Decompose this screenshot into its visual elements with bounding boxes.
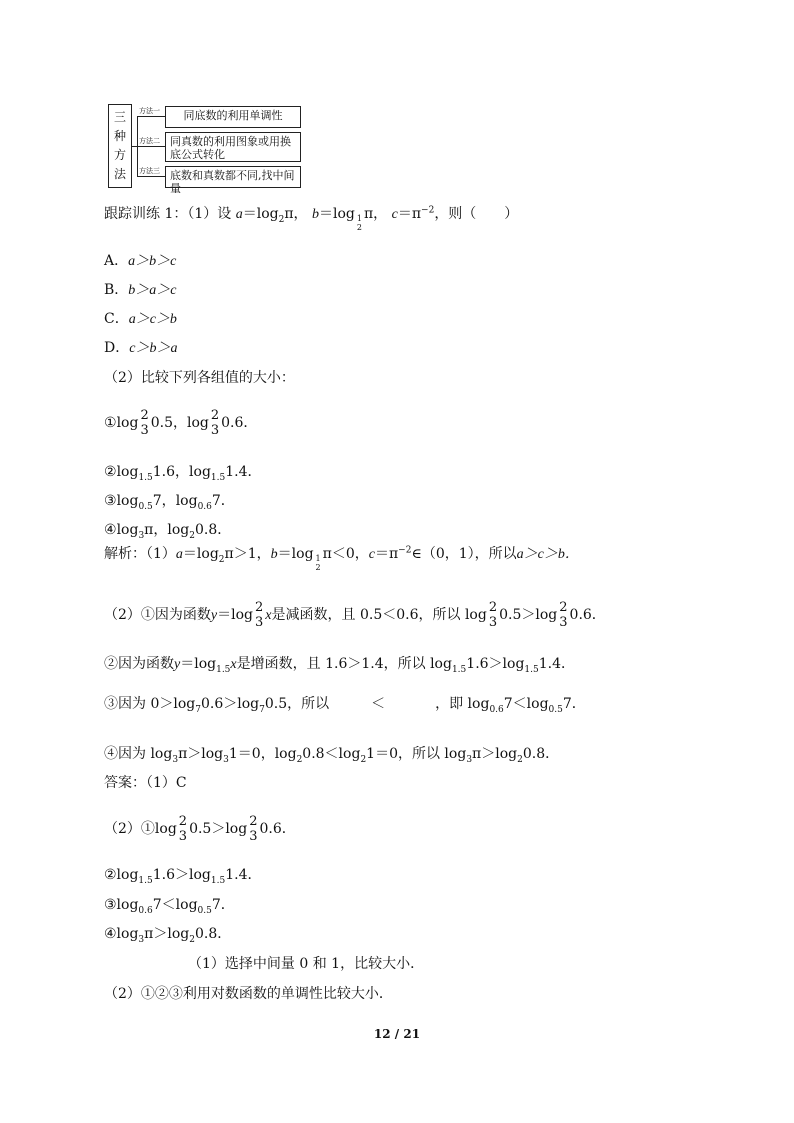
text: 1＝0，log: [228, 746, 297, 762]
fraction-2-3: [140, 408, 148, 438]
base: 2: [517, 754, 523, 765]
value: 1.4．: [225, 464, 262, 480]
text: 0.6．: [569, 607, 606, 623]
side-char: 法: [113, 167, 126, 181]
page-number: 12 / 21: [373, 1027, 421, 1041]
option-text: a＞c＞b: [128, 312, 177, 327]
num: 2: [178, 814, 188, 829]
log: log: [231, 607, 254, 623]
text: ，即 log: [435, 696, 490, 712]
base: 1.5: [451, 664, 467, 675]
item-3: [104, 491, 235, 511]
connector-arrow: [137, 116, 165, 117]
base: 2: [189, 934, 195, 945]
fraction-2-3: [255, 600, 263, 630]
mark: ①: [104, 415, 117, 431]
method-note-2: （2）①②③利用对数函数的单调性比较大小．: [104, 986, 393, 1002]
method-text: 同底数的利用单调性: [183, 109, 283, 122]
den: 3: [255, 615, 264, 630]
answer-line-2: [104, 814, 296, 844]
var-c: c: [368, 547, 375, 562]
text: 0.8＜log: [302, 746, 361, 762]
option-c: [104, 309, 177, 330]
option-text: b＞a＞c: [128, 283, 177, 298]
text: ②因为函数: [104, 656, 174, 672]
method-label: 方法一: [139, 107, 160, 115]
option-text: c＞b＞a: [129, 341, 178, 356]
base: 2: [278, 214, 285, 225]
text: 7＜log: [152, 897, 198, 913]
fraction-2-3: [179, 814, 187, 844]
den: 2: [315, 563, 321, 572]
num: 2: [255, 600, 264, 615]
analysis-line-2: （2）①因为函数y＝log 2 3 x是减函数，且 0.5＜0.6，所以 log 2 3 0.5＞log 2 3 0.6．: [104, 600, 606, 630]
base: 1.5: [138, 875, 153, 886]
comma: ，: [172, 415, 187, 431]
value: 7．: [211, 493, 235, 509]
analysis-line-5: [104, 744, 559, 764]
connector-arrow: [137, 176, 165, 177]
text: ④因为 log: [104, 746, 173, 762]
den: 3: [249, 829, 258, 844]
den: 3: [178, 829, 188, 844]
text: 是增函数，且 1.6＞1.4，所以 log: [236, 656, 452, 672]
method-note-1: （1）选择中间量 0 和 1，比较大小．: [188, 956, 425, 972]
value: π，: [144, 522, 168, 538]
method-label: 方法三: [139, 167, 160, 175]
text: ③因为 0＞log: [104, 696, 196, 712]
den: 3: [488, 615, 498, 630]
num: 1: [356, 214, 362, 223]
text: 0.5，所以: [264, 696, 330, 712]
log: log: [189, 464, 211, 480]
var-b: b: [270, 547, 278, 562]
text: 0.8．: [194, 926, 232, 942]
var-a: a: [175, 547, 183, 562]
option-letter: D．: [104, 340, 130, 356]
text: 1.4．: [538, 656, 576, 672]
answer-line-4: [104, 895, 235, 915]
answer-line-3: [104, 865, 261, 885]
base: 2: [296, 754, 303, 765]
exercise-question: [104, 204, 518, 232]
value: 1.6，: [152, 464, 190, 480]
eq: ＝: [180, 656, 195, 672]
pi: π: [411, 206, 422, 222]
text: a＞c＞b．: [516, 547, 579, 562]
text: 7．: [562, 696, 586, 712]
value: 0.6．: [221, 415, 258, 431]
eq: ＝: [318, 206, 333, 222]
side-char: 三: [113, 110, 126, 124]
text: 是减函数，且 0.5＜0.6，所以 log: [271, 607, 487, 623]
log: log: [116, 522, 139, 538]
base: 2: [189, 530, 195, 541]
answer-title: 答案：（1）C: [104, 775, 187, 791]
question-prefix: 跟踪训练 1：（1）设: [104, 206, 232, 222]
fraction-2-3: [249, 814, 257, 844]
analysis-prefix: 解析：（1）: [104, 546, 176, 562]
text: 7．: [211, 897, 235, 913]
text: 0.5＞log: [189, 821, 248, 837]
var-b: b: [311, 207, 319, 222]
fraction-2-3: [211, 408, 219, 438]
side-char: 种: [113, 129, 126, 143]
base: 1.5: [210, 875, 226, 886]
analysis-line-4: [104, 694, 586, 714]
half-base: [357, 214, 362, 232]
option-text: a＞b＞c: [128, 254, 177, 269]
exponent: −2: [421, 205, 435, 216]
base: 0.5: [138, 501, 153, 512]
log: log: [186, 415, 209, 431]
log: log: [116, 464, 139, 480]
value: 0.8．: [194, 522, 232, 538]
base: 3: [223, 754, 229, 765]
base: 7: [259, 704, 265, 715]
text: 1.6＞log: [152, 867, 211, 883]
eq: ＝: [182, 546, 197, 562]
option-b: [104, 280, 177, 301]
base: 2: [218, 554, 225, 565]
text: 1＝0，所以 log: [366, 746, 467, 762]
log: log: [256, 206, 279, 222]
text: 1.4．: [225, 867, 262, 883]
analysis-line-1: [104, 544, 579, 572]
den: 2: [356, 223, 362, 232]
log: log: [194, 656, 217, 672]
method-label: 方法二: [139, 137, 160, 145]
base: 0.6: [138, 905, 153, 916]
mark: ②: [104, 464, 117, 480]
log: log: [116, 415, 139, 431]
item-2: [104, 462, 262, 482]
value: 7，: [152, 493, 176, 509]
option-d: [104, 338, 177, 359]
method-box: [165, 106, 301, 128]
question-tail: ，则（ ）: [434, 206, 519, 222]
side-char: 方: [113, 148, 126, 162]
pi: π: [363, 206, 374, 222]
method-text: 底数和真数都不同,找中间量: [170, 169, 295, 195]
option-letter: A．: [104, 253, 129, 269]
fraction-2-3: [559, 600, 567, 630]
base: 0.5: [548, 704, 563, 715]
text: （2）①因为函数: [104, 607, 211, 623]
num: 2: [249, 814, 258, 829]
mark: ④: [104, 522, 117, 538]
log: log: [291, 546, 314, 562]
log: log: [332, 206, 355, 222]
mark: ③: [104, 493, 117, 509]
base: 7: [195, 704, 201, 715]
var-a: a: [235, 207, 243, 222]
item-4: [104, 520, 231, 540]
pi: π: [322, 546, 332, 562]
base: 1.5: [210, 472, 226, 483]
exponent: −2: [398, 545, 412, 556]
base: 3: [466, 754, 473, 765]
text: ∈（0，1），所以: [411, 546, 517, 562]
var-c: c: [391, 207, 398, 222]
text: π＞log: [472, 746, 518, 762]
half-base: [316, 554, 321, 572]
pi: π: [388, 546, 399, 562]
num: 2: [488, 600, 498, 615]
log: log: [116, 493, 139, 509]
base: 2: [360, 754, 367, 765]
method-box: [165, 132, 301, 162]
text: （2）①log: [104, 821, 177, 837]
base: 1.5: [216, 664, 231, 675]
eq: ＝: [217, 607, 232, 623]
comma: ，: [373, 206, 388, 222]
eq: ＝: [397, 206, 412, 222]
item-1: [104, 408, 257, 438]
base: 0.6: [489, 704, 504, 715]
comma: ，: [293, 206, 308, 222]
num: 2: [210, 408, 220, 423]
den: 3: [210, 423, 220, 438]
num: 2: [559, 600, 568, 615]
analysis-line-3: ②因为函数$y=\log_{1.5}x$是增函数，且 1.6＞1.4，所以 $\log_{1.5}1.6>\log_{1.5}1.4$．: [104, 656, 576, 675]
num: 1: [315, 554, 321, 563]
text: 0.6．: [259, 821, 296, 837]
text: 0.5＞log: [499, 607, 558, 623]
text: ④log: [104, 926, 139, 942]
base: 0.5: [197, 905, 212, 916]
eq: ＝: [277, 546, 292, 562]
base: 3: [138, 934, 145, 945]
log: log: [167, 522, 190, 538]
option-a: [104, 251, 176, 272]
fraction-2-3: [489, 600, 497, 630]
eq: ＝: [374, 546, 389, 562]
den: 3: [140, 423, 149, 438]
base: 0.6: [197, 501, 212, 512]
num: 2: [140, 408, 149, 423]
pi: π: [284, 206, 294, 222]
log: log: [196, 546, 219, 562]
text: 0.6＞log: [200, 696, 260, 712]
text: 7＜log: [503, 696, 549, 712]
text: ＜0，: [331, 546, 369, 562]
pi: π: [224, 546, 234, 562]
text: ②log: [104, 867, 139, 883]
option-letter: C．: [104, 311, 129, 327]
base: 3: [138, 530, 145, 541]
part2-heading: （2）比较下列各组值的大小：: [104, 370, 295, 386]
connector-arrow: [137, 146, 165, 147]
base: 3: [172, 754, 179, 765]
text: ③log: [104, 897, 139, 913]
diagram-side-label: [108, 104, 132, 188]
text: 1.6＞log: [466, 656, 525, 672]
den: 3: [559, 615, 568, 630]
text: ＜: [371, 696, 386, 712]
option-letter: B．: [104, 282, 129, 298]
text: ＞1，: [233, 546, 271, 562]
base: 1.5: [138, 472, 153, 483]
text: π＞log: [144, 926, 190, 942]
value: 0.5: [150, 415, 173, 431]
method-text: 同真数的利用图象或用换底公式转化: [170, 135, 291, 161]
text: 0.8．: [522, 746, 560, 762]
method-box: [165, 166, 301, 195]
eq: ＝: [242, 206, 257, 222]
log: log: [175, 493, 198, 509]
base: 1.5: [524, 664, 539, 675]
answer-line-5: [104, 924, 231, 944]
text: π＞log: [178, 746, 224, 762]
